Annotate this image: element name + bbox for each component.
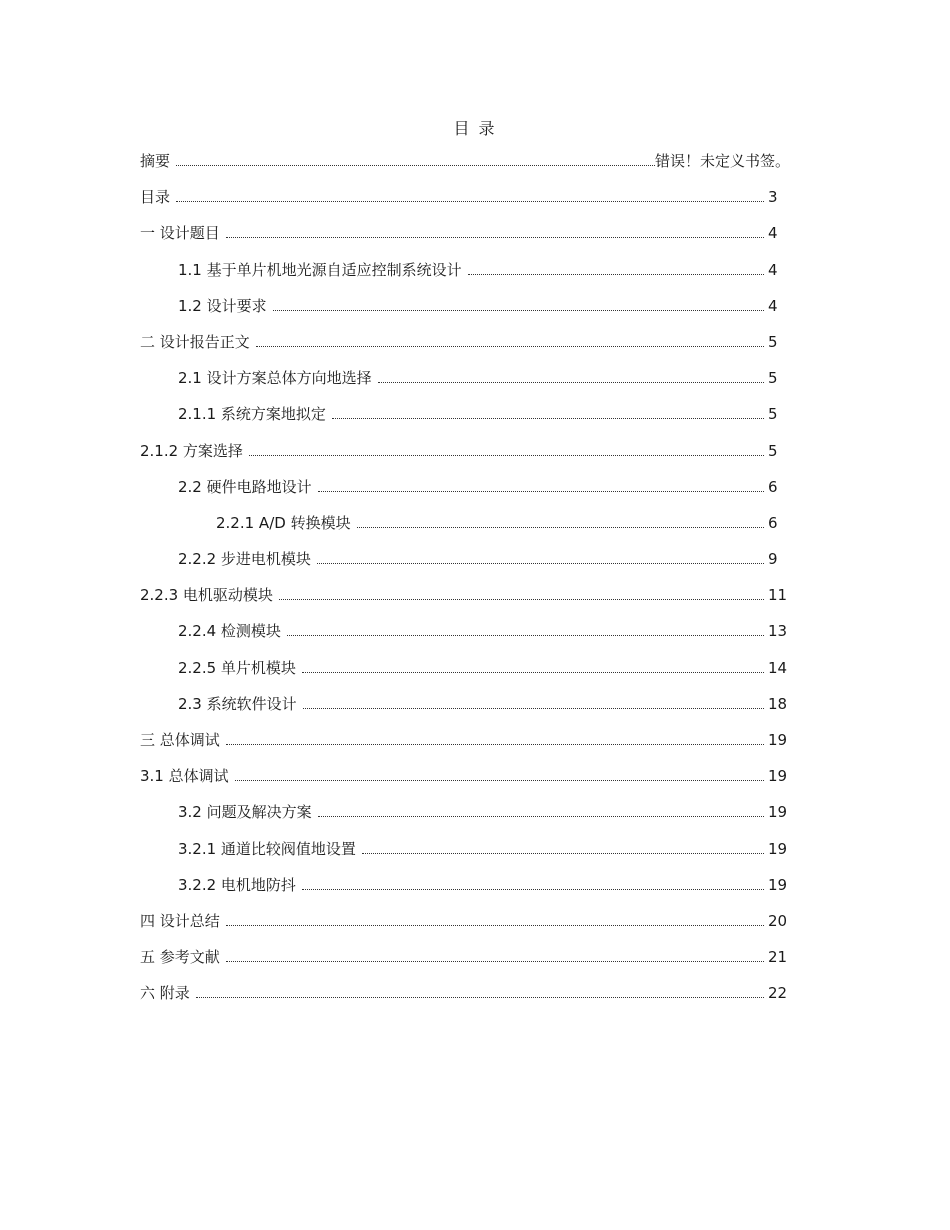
toc-entry-page: 18 — [768, 694, 788, 713]
toc-entry-label: 1.2 设计要求 — [178, 296, 267, 315]
toc-entry[interactable] — [140, 365, 790, 401]
toc-entry-page: 4 — [768, 260, 778, 279]
toc-entry[interactable] — [140, 836, 790, 872]
toc-dot-leader — [302, 671, 764, 673]
toc-entry-page: 5 — [768, 332, 778, 351]
toc-entry[interactable] — [140, 872, 790, 908]
toc-list — [140, 148, 790, 1017]
toc-entry[interactable] — [140, 257, 790, 293]
toc-dot-leader — [176, 164, 655, 166]
toc-dot-leader — [378, 381, 764, 383]
toc-entry-page: 错误！未定义书签。 — [654, 152, 790, 170]
toc-entry[interactable] — [140, 474, 790, 510]
toc-entry[interactable] — [140, 546, 790, 582]
toc-entry-page: 11 — [768, 586, 788, 605]
toc-dot-leader — [357, 526, 764, 528]
toc-dot-leader — [318, 490, 764, 492]
toc-entry-label: 2.1 设计方案总体方向地选择 — [178, 369, 372, 388]
toc-title: 目 录 — [453, 119, 497, 138]
toc-dot-leader — [196, 996, 764, 998]
toc-dot-leader — [226, 743, 764, 745]
toc-entry-label: 2.2.1 A/D 转换模块 — [216, 513, 351, 532]
toc-dot-leader — [362, 852, 764, 854]
toc-entry[interactable] — [140, 438, 790, 474]
toc-entry-label: 3.2.1 通道比较阀值地设置 — [178, 839, 356, 858]
toc-entry[interactable] — [140, 184, 790, 220]
toc-entry-label: 摘要 — [140, 152, 171, 170]
toc-entry-label: 2.2.5 单片机模块 — [178, 658, 296, 677]
toc-dot-leader — [287, 634, 764, 636]
toc-entry-label: 2.2.2 步进电机模块 — [178, 550, 311, 569]
toc-entry[interactable] — [140, 582, 790, 618]
toc-entry[interactable] — [140, 908, 790, 944]
toc-entry[interactable] — [140, 799, 790, 835]
toc-entry-page: 3 — [768, 188, 778, 207]
toc-entry-label: 2.2.3 电机驱动模块 — [140, 586, 273, 605]
toc-dot-leader — [273, 309, 764, 311]
toc-entry-label: 3.2.2 电机地防抖 — [178, 875, 296, 894]
toc-entry-label: 六 附录 — [140, 984, 190, 1003]
toc-dot-leader — [317, 562, 764, 564]
toc-dot-leader — [235, 779, 764, 781]
toc-entry[interactable] — [140, 944, 790, 980]
toc-dot-leader — [249, 454, 764, 456]
toc-entry-label: 2.1.2 方案选择 — [140, 441, 243, 460]
toc-entry[interactable] — [140, 510, 790, 546]
toc-dot-leader — [302, 888, 764, 890]
toc-entry-label: 五 参考文献 — [140, 948, 220, 967]
toc-entry-page: 4 — [768, 296, 778, 315]
toc-entry[interactable] — [140, 980, 790, 1016]
toc-entry-page: 6 — [768, 477, 778, 496]
toc-dot-leader — [279, 598, 764, 600]
toc-entry-page: 9 — [768, 550, 778, 569]
toc-dot-leader — [468, 273, 764, 275]
toc-dot-leader — [303, 707, 764, 709]
toc-dot-leader — [318, 815, 764, 817]
toc-entry[interactable] — [140, 727, 790, 763]
toc-entry-page: 5 — [768, 369, 778, 388]
toc-entry-label: 四 设计总结 — [140, 911, 220, 930]
toc-entry-page: 19 — [768, 767, 788, 786]
toc-entry[interactable] — [140, 148, 790, 184]
toc-entry-page: 5 — [768, 405, 778, 424]
toc-dot-leader — [256, 345, 764, 347]
toc-entry-label: 3.1 总体调试 — [140, 767, 229, 786]
toc-entry-page: 6 — [768, 513, 778, 532]
toc-entry-page: 19 — [768, 803, 788, 822]
toc-entry[interactable] — [140, 618, 790, 654]
toc-entry[interactable] — [140, 293, 790, 329]
toc-dot-leader — [226, 924, 764, 926]
toc-entry-page: 22 — [768, 984, 788, 1003]
toc-entry[interactable] — [140, 220, 790, 256]
toc-entry-label: 2.1.1 系统方案地拟定 — [178, 405, 326, 424]
toc-entry-page: 4 — [768, 224, 778, 243]
toc-entry[interactable] — [140, 691, 790, 727]
toc-entry-label: 一 设计题目 — [140, 224, 220, 243]
toc-dot-leader — [332, 417, 764, 419]
toc-entry-label: 2.2.4 检测模块 — [178, 622, 281, 641]
toc-entry-page: 14 — [768, 658, 788, 677]
toc-entry-label: 三 总体调试 — [140, 731, 220, 749]
toc-entry-page: 21 — [768, 948, 788, 967]
toc-dot-leader — [226, 960, 764, 962]
toc-entry-label: 2.2 硬件电路地设计 — [178, 477, 312, 496]
toc-entry[interactable] — [140, 329, 790, 365]
toc-entry-page: 19 — [768, 875, 788, 894]
toc-entry[interactable] — [140, 655, 790, 691]
toc-entry-label: 二 设计报告正文 — [140, 332, 250, 351]
toc-entry-label: 1.1 基于单片机地光源自适应控制系统设计 — [178, 260, 462, 279]
toc-entry[interactable] — [140, 763, 790, 799]
toc-entry-page: 19 — [768, 839, 788, 858]
toc-entry-page: 5 — [768, 441, 778, 460]
toc-entry-label: 2.3 系统软件设计 — [178, 694, 297, 713]
toc-dot-leader — [226, 236, 764, 238]
toc-dot-leader — [176, 200, 764, 202]
toc-entry[interactable] — [140, 401, 790, 437]
toc-entry-page: 13 — [768, 622, 788, 641]
toc-entry-page: 19 — [768, 731, 788, 749]
toc-entry-page: 20 — [768, 911, 788, 930]
toc-entry-label: 3.2 问题及解决方案 — [178, 803, 312, 822]
toc-entry-label: 目录 — [140, 188, 171, 207]
